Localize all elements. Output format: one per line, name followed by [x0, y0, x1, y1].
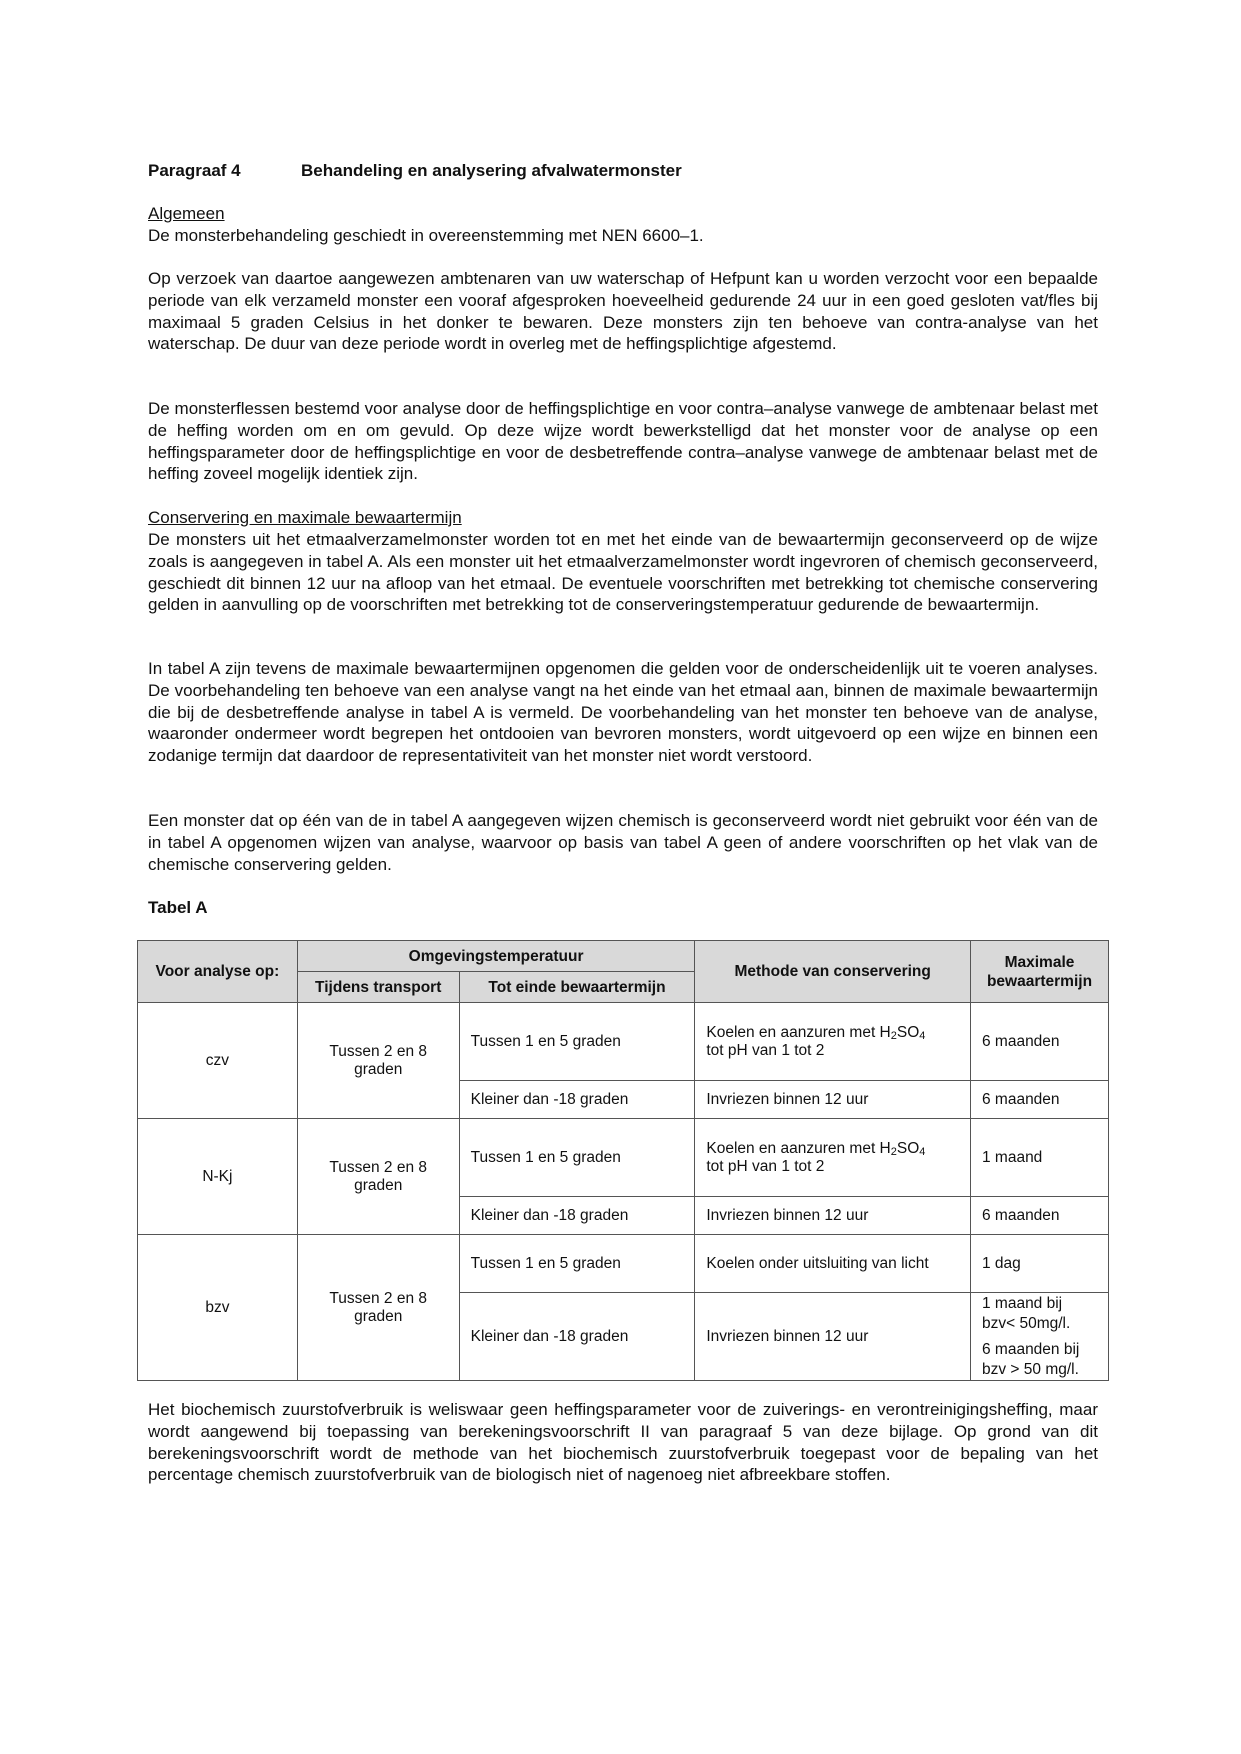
- storage-cell: Kleiner dan -18 graden: [459, 1197, 695, 1235]
- section-title-algemeen: Algemeen: [148, 204, 225, 223]
- paragraph-title: Behandeling en analysering afvalwatermonster: [301, 161, 682, 180]
- analysis-cell: bzv: [138, 1235, 298, 1381]
- max-value-high: 6 maanden bij bzv > 50 mg/l.: [981, 1340, 1080, 1378]
- analysis-cell: czv: [138, 1003, 298, 1119]
- max-value-low: 1 maand bij bzv< 50mg/l.: [981, 1294, 1071, 1332]
- paragraph-verzoek: Op verzoek van daartoe aangewezen ambtenaren van uw waterschap of Hefpunt kan u worden verzocht voor een bepaalde periode van elk verzameld monster een vooraf afgesproken hoeveelheid gedurende 24 uur in een goed gesloten vat/fles bij maximaal 5 graden Celsius in het donker te bewaren. Deze monsters zijn ten behoeve van contra-analyse van het waterschap. De duur van deze periode wordt in overleg met de heffingsplichtige afgestemd.: [148, 269, 1098, 354]
- table-row: [138, 1119, 1109, 1197]
- table-a: [137, 940, 1109, 1381]
- max-cell: [970, 1293, 1108, 1381]
- transport-cell: Tussen 2 en 8 graden: [297, 1003, 459, 1119]
- storage-cell: Kleiner dan -18 graden: [459, 1081, 695, 1119]
- analysis-cell: N-Kj: [138, 1119, 298, 1235]
- storage-cell: Kleiner dan -18 graden: [459, 1293, 695, 1381]
- method-cell: Koelen onder uitsluiting van licht: [695, 1235, 971, 1293]
- max-cell: 6 maanden: [970, 1003, 1108, 1081]
- transport-cell: Tussen 2 en 8 graden: [297, 1235, 459, 1381]
- transport-cell: Tussen 2 en 8 graden: [297, 1119, 459, 1235]
- max-cell: 1 dag: [970, 1235, 1108, 1293]
- max-cell: 1 maand: [970, 1119, 1108, 1197]
- storage-cell: Tussen 1 en 5 graden: [459, 1119, 695, 1197]
- paragraph-number: Paragraaf 4: [148, 161, 241, 180]
- header-transport: Tijdens transport: [297, 972, 459, 1003]
- method-cell: Koelen en aanzuren met H2SO4 tot pH van 1 tot 2: [695, 1119, 971, 1197]
- header-analysis: Voor analyse op:: [138, 941, 298, 1003]
- paragraph-monsterflessen: De monsterflessen bestemd voor analyse door de heffingsplichtige en voor contra–analyse vanwege de ambtenaar belast met de heffing worden om en om gevuld. Op deze wijze wordt bewerkstelligd dat het monster voor de analyse op een heffingsparameter door de heffingsplichtige en voor de desbetreffende contra–analyse vanwege de ambtenaar belast met de heffing zoveel mogelijk identiek zijn.: [148, 399, 1098, 484]
- paragraph-chemisch: Een monster dat op één van de in tabel A aangegeven wijzen chemisch is geconserveerd wordt niet gebruikt voor één van de in tabel A opgenomen wijzen van analyse, waarvoor op basis van tabel A geen of andere voorschriften op het vlak van de chemische conservering gelden.: [148, 811, 1098, 874]
- table-row: [138, 1003, 1109, 1081]
- section-title-conservering: Conservering en maximale bewaartermijn: [148, 508, 462, 527]
- storage-cell: Tussen 1 en 5 graden: [459, 1235, 695, 1293]
- table-label: Tabel A: [148, 898, 208, 917]
- method-cell: Koelen en aanzuren met H2SO4 tot pH van 1 tot 2: [695, 1003, 971, 1081]
- method-cell: Invriezen binnen 12 uur: [695, 1081, 971, 1119]
- max-cell: 6 maanden: [970, 1197, 1108, 1235]
- paragraph-nen: De monsterbehandeling geschiedt in overeenstemming met NEN 6600–1.: [148, 226, 704, 245]
- header-method: Methode van conservering: [695, 941, 971, 1003]
- table-row: [138, 1235, 1109, 1293]
- header-ambient: Omgevingstemperatuur: [297, 941, 695, 972]
- method-cell: Invriezen binnen 12 uur: [695, 1197, 971, 1235]
- paragraph-bzv: Het biochemisch zuurstofverbruik is weliswaar geen heffingsparameter voor de zuiverings- en verontreinigingsheffing, maar wordt aangewend bij toepassing van berekeningsvoorschrift II van paragraaf 5 van deze bijlage. Op grond van dit berekeningsvoorschrift wordt de methode van het biochemisch zuurstofverbruik toegepast voor de bepaling van het percentage chemisch zuurstofverbruik van de biologisch niet of nagenoeg niet afbreekbare stoffen.: [148, 1400, 1098, 1485]
- header-storage: Tot einde bewaartermijn: [459, 972, 695, 1003]
- max-cell: 6 maanden: [970, 1081, 1108, 1119]
- header-max: Maximale bewaartermijn: [970, 941, 1108, 1003]
- method-cell: Invriezen binnen 12 uur: [695, 1293, 971, 1381]
- paragraph-conservering: De monsters uit het etmaalverzamelmonster worden tot en met het einde van de bewaartermijn geconserveerd op de wijze zoals is aangegeven in tabel A. Als een monster uit het etmaalverzamelmonster wordt ingevroren of chemisch geconserveerd, geschiedt dit binnen 12 uur na afloop van het etmaal. De eventuele voorschriften met betrekking tot chemische conservering gelden in aanvulling op de voorschriften met betrekking tot de conserveringstemperatuur gedurende de bewaartermijn.: [148, 530, 1098, 615]
- storage-cell: Tussen 1 en 5 graden: [459, 1003, 695, 1081]
- paragraph-bewaartermijnen: In tabel A zijn tevens de maximale bewaartermijnen opgenomen die gelden voor de onderscheidenlijk uit te voeren analyses. De voorbehandeling ten behoeve van een analyse vangt na het einde van het etmaal aan, binnen de maximale bewaartermijn die bij de desbetreffende analyse in tabel A is vermeld. De voorbehandeling van het monster ten behoeve van de analyse, waaronder ondermeer wordt begrepen het ontdooien van bevroren monsters, wordt uitgevoerd op een wijze en binnen een zodanige termijn dat daardoor de representativiteit van het monster niet wordt verstoord.: [148, 659, 1098, 766]
- paragraph-heading: [148, 161, 682, 181]
